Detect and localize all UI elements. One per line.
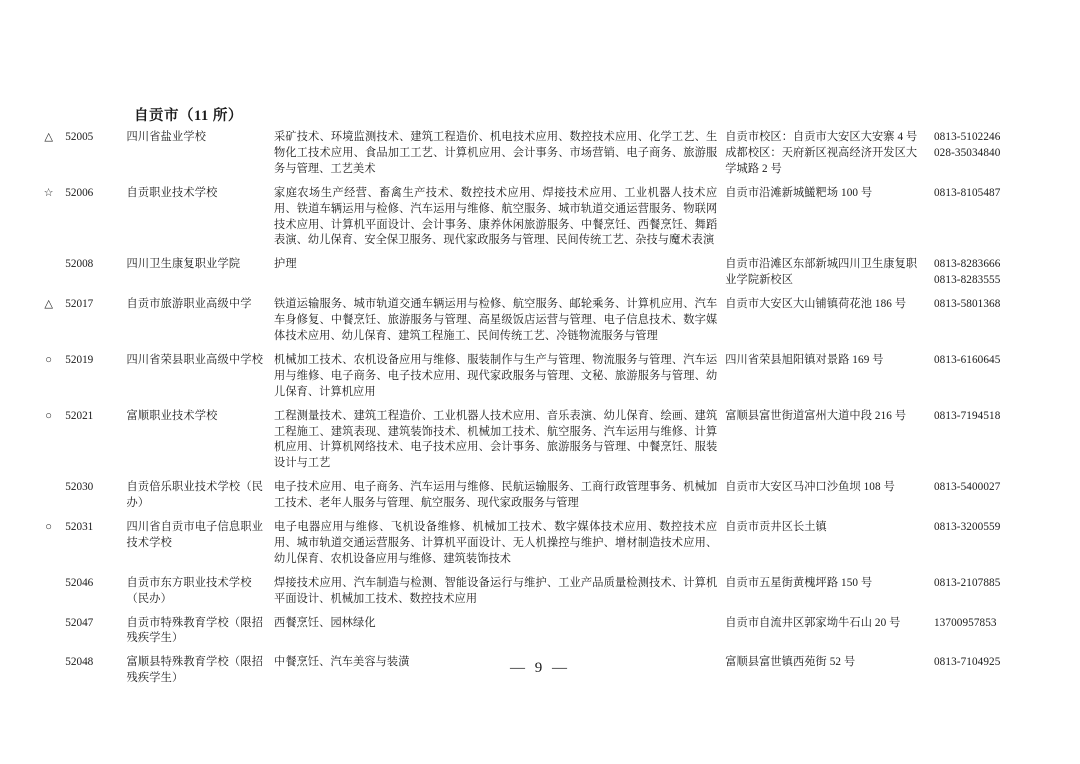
phone-line: 0813-6160645 — [933, 353, 1001, 366]
row-school-name: 四川省盐业学校 — [126, 131, 207, 143]
phone-line: 0813-8283555 — [933, 274, 1001, 287]
row-address — [721, 478, 930, 518]
row-phone — [930, 184, 1046, 256]
row-school-code: 52006 — [65, 186, 94, 199]
row-phone — [930, 518, 1046, 574]
table-row — [36, 128, 1046, 184]
address-line: 四川省荣县旭阳镇对景路 169 号 — [725, 353, 884, 366]
row-school-name: 富顺县特殊教育学校（限招残疾学生） — [126, 656, 264, 685]
phone-line: 0813-5400027 — [933, 481, 1001, 494]
address-line: 富顺县富世街道富州大道中段 216 号 — [725, 409, 907, 422]
address-line: 自贡市五星街黄槐坪路 150 号 — [725, 576, 873, 589]
row-address — [721, 295, 930, 351]
row-majors: 铁道运输服务、城市轨道交通车辆运用与检修、航空服务、邮轮乘务、计算机应用、汽车车身修复、中餐烹饪、旅游服务与管理、高星级饭店运营与管理、电子信息技术、数字媒体技术应用、幼儿保育、建筑工程施工、民间传统工艺、冷链物流服务与管理 — [274, 298, 718, 342]
address-line: 自贡市沿滩区东部新城四川卫生康复职业学院新校区 — [725, 258, 918, 287]
phone-line: 0813-3200559 — [933, 521, 1001, 534]
row-address — [721, 351, 930, 407]
phone-line: 0813-8105487 — [933, 186, 1001, 199]
row-school-name: 自贡市旅游职业高级中学 — [126, 298, 252, 311]
address-line: 自贡市沿滩新城鱃粑场 100 号 — [725, 186, 873, 199]
row-mark-icon — [36, 614, 61, 654]
page-footer — [0, 660, 1080, 677]
table-row — [36, 255, 1046, 295]
row-mark-icon: ○ — [45, 409, 53, 422]
row-phone — [930, 351, 1046, 407]
row-majors: 采矿技术、环境监测技术、建筑工程造价、机电技术应用、数控技术应用、化学工艺、生物化工技术应用、食品加工工艺、计算机应用、会计事务、市场营销、电子商务、旅游服务与管理、工艺美术 — [274, 131, 718, 175]
row-mark-icon: △ — [44, 298, 53, 311]
table-row — [36, 478, 1046, 518]
schools-table — [36, 128, 1046, 693]
row-phone — [930, 614, 1046, 654]
row-school-code: 52048 — [65, 656, 94, 669]
row-school-code: 52005 — [65, 131, 94, 143]
row-majors: 焊接技术应用、汽车制造与检测、智能设备运行与维护、工业产品质量检测技术、计算机平面设计、机械加工技术、数控技术应用 — [274, 576, 718, 605]
row-school-code: 52031 — [65, 521, 94, 534]
row-school-name: 四川省荣县职业高级中学校 — [126, 353, 264, 366]
page-title: 自贡市（11 所） — [134, 108, 243, 124]
table-row — [36, 295, 1046, 351]
address-line: 自贡市校区：自贡市大安区大安寨 4 号 — [725, 131, 918, 143]
address-line: 自贡市自流井区郭家坳牛石山 20 号 — [725, 616, 901, 629]
table-row — [36, 351, 1046, 407]
row-address — [721, 614, 930, 654]
phone-line: 0813-5102246 — [933, 131, 1001, 143]
row-phone — [930, 295, 1046, 351]
row-address — [721, 128, 930, 184]
row-school-name: 四川省自贡市电子信息职业技术学校 — [126, 521, 264, 549]
row-phone — [930, 128, 1046, 184]
row-phone — [930, 478, 1046, 518]
row-majors: 工程测量技术、建筑工程造价、工业机器人技术应用、音乐表演、幼儿保育、绘画、建筑工程施工、建筑表现、建筑装饰技术、机械加工技术、航空服务、汽车运用与维修、计算机应用、计算机网络技术、电子技术应用、会计事务、旅游服务与管理、中餐烹饪、服装设计与工艺 — [274, 409, 718, 470]
table-row — [36, 184, 1046, 256]
phone-line: 0813-2107885 — [933, 576, 1001, 589]
address-line: 自贡市贡井区长土镇 — [725, 521, 827, 534]
address-line: 成都校区：天府新区视高经济开发区大学城路 2 号 — [725, 146, 918, 175]
row-school-name: 自贡市东方职业技术学校（民办） — [126, 576, 252, 605]
row-school-code: 52046 — [65, 576, 94, 589]
row-majors: 护理 — [274, 258, 297, 271]
row-school-name: 自贡倍乐职业技术学校（民办） — [126, 481, 264, 510]
row-school-code: 52030 — [65, 481, 94, 494]
schools-table-body — [36, 128, 1046, 693]
row-address — [721, 407, 930, 479]
address-line: 富顺县富世镇西苑街 52 号 — [725, 656, 856, 669]
row-mark-icon — [36, 478, 61, 518]
address-line: 自贡市大安区大山铺镇荷花池 186 号 — [725, 298, 907, 311]
table-row — [36, 574, 1046, 614]
row-school-code: 52047 — [65, 616, 94, 629]
row-school-code: 52008 — [65, 258, 94, 271]
phone-line: 0813-8283666 — [933, 258, 1001, 271]
row-mark-icon: ○ — [45, 521, 53, 534]
phone-line: 0813-7194518 — [933, 409, 1001, 422]
row-phone — [930, 574, 1046, 614]
row-mark-icon: ☆ — [43, 186, 54, 199]
address-line: 自贡市大安区马冲口沙鱼坝 108 号 — [725, 481, 895, 494]
row-school-code: 52017 — [65, 298, 94, 311]
row-school-name: 富顺职业技术学校 — [126, 409, 218, 422]
row-mark-icon — [36, 574, 61, 614]
row-address — [721, 184, 930, 256]
row-mark-icon — [36, 255, 61, 295]
row-address — [721, 255, 930, 295]
row-majors: 西餐烹饪、园林绿化 — [274, 616, 376, 629]
row-school-name: 自贡市特殊教育学校（限招残疾学生） — [126, 616, 264, 645]
phone-line: 0813-7104925 — [933, 656, 1001, 669]
row-mark-icon: △ — [44, 131, 53, 143]
row-majors: 家庭农场生产经营、畜禽生产技术、数控技术应用、焊接技术应用、工业机器人技术应用、铁道车辆运用与检修、汽车运用与维修、航空服务、城市轨道交通运营服务、物联网技术应用、计算机平面设计、会计事务、康养休闲旅游服务、中餐烹饪、西餐烹饪、舞蹈表演、幼儿保育、安全保卫服务、现代家政服务与管理、民间传统工艺、杂技与魔术表演 — [274, 186, 718, 247]
row-majors: 中餐烹饪、汽车美容与装潢 — [274, 656, 410, 669]
row-majors: 电子电器应用与维修、飞机设备维修、机械加工技术、数字媒体技术应用、数控技术应用、城市轨道交通运营服务、计算机平面设计、无人机操控与维护、增材制造技术应用、幼儿保育、农机设备应用与维修、建筑装饰技术 — [274, 521, 718, 565]
row-school-name: 四川卫生康复职业学院 — [126, 258, 241, 271]
table-row — [36, 407, 1046, 479]
row-school-code: 52019 — [65, 353, 94, 366]
row-majors: 机械加工技术、农机设备应用与维修、服装制作与生产与管理、物流服务与管理、汽车运用与维修、电子商务、电子技术应用、现代家政服务与管理、文秘、旅游服务与管理、幼儿保育、计算机应用 — [274, 353, 718, 398]
phone-line: 0813-5801368 — [933, 298, 1001, 311]
table-row — [36, 518, 1046, 574]
row-school-name: 自贡职业技术学校 — [126, 186, 218, 199]
row-school-code: 52021 — [65, 409, 94, 422]
row-phone — [930, 407, 1046, 479]
page-number: — 9 — — [510, 660, 570, 676]
row-phone — [930, 255, 1046, 295]
row-majors: 电子技术应用、电子商务、汽车运用与维修、民航运输服务、工商行政管理事务、机械加工技术、老年人服务与管理、航空服务、现代家政服务与管理 — [274, 481, 718, 510]
row-address — [721, 518, 930, 574]
row-address — [721, 574, 930, 614]
row-mark-icon: ○ — [45, 353, 53, 366]
phone-line: 13700957853 — [933, 616, 997, 629]
phone-line: 028-35034840 — [933, 146, 1001, 159]
table-row — [36, 614, 1046, 654]
